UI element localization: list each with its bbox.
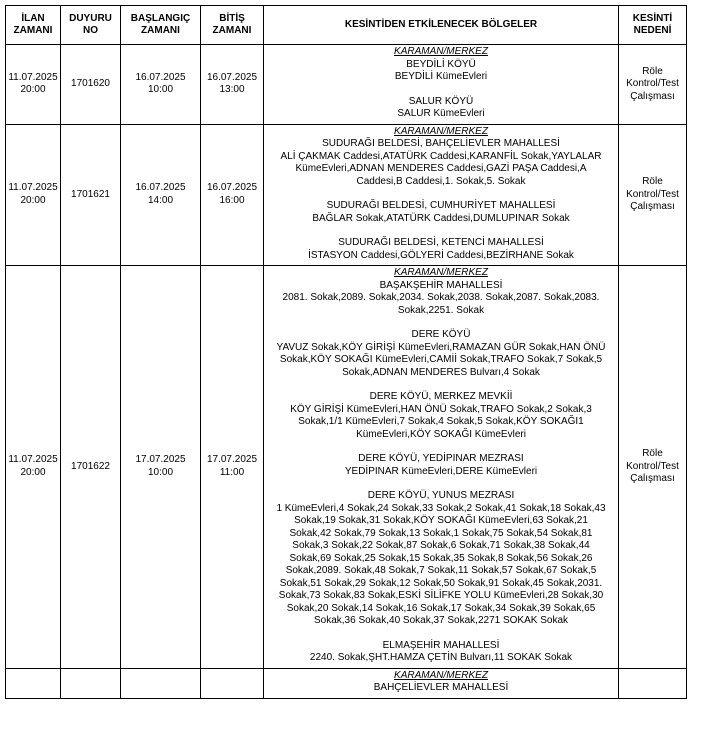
cell-baslangic-zamani <box>121 45 201 125</box>
cell-duyuru-no <box>61 668 121 698</box>
area-line: Sokak,2089. Sokak,48 Sokak,7 Sokak,11 Sokak,57 Sokak,67 Sokak,5 <box>285 565 597 576</box>
bitis-line: 17.07.2025 <box>206 454 258 466</box>
area-block <box>268 682 614 695</box>
area-line: DERE KÖYÜ, YUNUS MEZRASI <box>367 490 515 501</box>
area-line: 2081. Sokak,2089. Sokak,2034. Sokak,2038. Sokak,2087. Sokak,2083. <box>282 292 600 303</box>
area-block <box>268 453 614 478</box>
area-line: BAHÇELİEVLER MAHALLESİ <box>373 682 509 693</box>
ilan-line: 20:00 <box>20 466 46 478</box>
area-line: DERE KÖYÜ <box>411 329 471 340</box>
area-line: Sokak,19 Sokak,31 Sokak,KÖY SOKAĞI KümeEvleri,63 Sokak,21 <box>294 515 588 526</box>
area-block <box>268 237 614 262</box>
cell-baslangic-zamani <box>121 124 201 266</box>
cell-bitis-zamani <box>201 266 264 669</box>
area-block <box>268 391 614 441</box>
cell-kesinti-nedeni <box>619 45 687 125</box>
area-line: SALUR KÖYÜ <box>408 95 474 107</box>
area-line: SUDURAĞI BELDESİ, CUMHURİYET MAHALLESİ <box>326 200 556 211</box>
area-line: İSTASYON Caddesi,GÖLYERİ Caddesi,BEZİRHANE Sokak <box>308 249 574 261</box>
neden-line: Kontrol/Test <box>626 78 679 89</box>
baslangic-line: 10:00 <box>147 466 174 478</box>
area-line: 1 KümeEvleri,4 Sokak,24 Sokak,33 Sokak,2 Sokak,41 Sokak,18 Sokak,43 <box>276 502 606 514</box>
region-name: KARAMAN/MERKEZ <box>394 267 488 278</box>
neden-line: Çalışması <box>630 201 675 212</box>
table-row <box>6 124 687 266</box>
area-line: SUDURAĞI BELDESİ, BAHÇELİEVLER MAHALLESİ <box>322 138 560 149</box>
area-line: Sokak,73 Sokak,83 Sokak,ESKİ SİLİFKE YOLU KümeEvleri,28 Sokak,30 <box>278 590 604 601</box>
cell-ilan-zamani <box>6 45 61 125</box>
outage-table <box>5 5 687 699</box>
table-header <box>6 6 687 45</box>
area-line: BEYDİLİ KümeEvleri <box>394 71 488 82</box>
bitis-line: 16.07.2025 <box>206 71 258 83</box>
area-line: Sokak,36 Sokak,40 Sokak,37 Sokak,2271 SOKAK Sokak <box>313 615 569 626</box>
neden-line: Röle <box>642 65 663 77</box>
area-line: KümeEvleri,ADNAN MENDERES Caddesi,GAZİ PAŞA Caddesi,A <box>295 163 587 174</box>
bitis-line: 16:00 <box>219 194 245 206</box>
area-line: BEYDİLİ KÖYÜ <box>406 58 476 70</box>
bitis-line: 11:00 <box>219 466 245 478</box>
area-line: Sokak,ADNAN MENDERES Bulvarı,4 Sokak <box>342 366 540 378</box>
baslangic-line: 16.07.2025 <box>135 182 186 194</box>
area-line: DERE KÖYÜ, MERKEZ MEVKİİ <box>369 391 513 402</box>
ilan-line: 20:00 <box>20 84 46 96</box>
neden-line: Kontrol/Test <box>626 460 679 472</box>
neden-line: Kontrol/Test <box>626 188 679 200</box>
area-line: SALUR KümeEvleri <box>397 108 485 119</box>
area-line: ALİ ÇAKMAK Caddesi,ATATÜRK Caddesi,KARANFİL Sokak,YAYLALAR <box>280 150 602 162</box>
area-line: Sokak,20 Sokak,14 Sokak,16 Sokak,17 Sokak,34 Sokak,39 Sokak,65 <box>286 602 596 614</box>
table-body <box>6 45 687 699</box>
table-row <box>6 668 687 698</box>
area-line: Sokak,1/1 KümeEvleri,7 Sokak,4 Sokak,5 Sokak,KÖY SOKAĞI1 <box>298 416 584 427</box>
area-line: KümeEvleri,KÖY SOKAĞI KümeEvleri <box>356 428 526 440</box>
cell-kesinti-nedeni <box>619 266 687 669</box>
area-line: Sokak,3 Sokak,22 Sokak,87 Sokak,6 Sokak,71 Sokak,38 Sokak,44 <box>292 540 590 551</box>
area-block <box>268 59 614 84</box>
cell-etkilenecek-bolgeler <box>264 124 619 266</box>
header-etkilenecek-bolgeler: KESİNTİDEN ETKİLENECEK BÖLGELER <box>264 6 619 45</box>
area-line: Sokak,51 Sokak,29 Sokak,12 Sokak,50 Sokak,91 Sokak,45 Sokak,2031. <box>279 577 603 589</box>
cell-duyuru-no: 1701620 <box>61 45 121 125</box>
ilan-line: 20:00 <box>20 194 46 206</box>
cell-bitis-zamani <box>201 124 264 266</box>
region-name: KARAMAN/MERKEZ <box>394 125 488 137</box>
neden-line: Röle <box>642 176 663 187</box>
baslangic-line: 16.07.2025 <box>135 71 186 83</box>
table-row <box>6 45 687 125</box>
header-bitis-zamani: BİTİŞ ZAMANI <box>201 6 264 45</box>
area-line: Caddesi,B Caddesi,1. Sokak,5. Sokak <box>356 175 526 187</box>
area-block <box>268 96 614 121</box>
cell-bitis-zamani <box>201 668 264 698</box>
cell-duyuru-no: 1701622 <box>61 266 121 669</box>
neden-line: Çalışması <box>630 473 675 484</box>
area-block <box>268 640 614 665</box>
area-block <box>268 200 614 225</box>
header-duyuru-no: DUYURU NO <box>61 6 121 45</box>
cell-kesinti-nedeni <box>619 668 687 698</box>
baslangic-line: 14:00 <box>147 194 174 206</box>
region-name: KARAMAN/MERKEZ <box>394 669 488 681</box>
table-row <box>6 266 687 669</box>
area-line: BAĞLAR Sokak,ATATÜRK Caddesi,DUMLUPINAR Sokak <box>312 212 570 224</box>
area-line: 2240. Sokak,ŞHT.HAMZA ÇETİN Bulvarı,11 SOKAK Sokak <box>309 652 573 663</box>
area-line: KÖY GİRİŞİ KümeEvleri,HAN ÖNÜ Sokak,TRAFO Sokak,2 Sokak,3 <box>290 403 592 415</box>
area-line: BAŞAKŞEHİR MAHALLESİ <box>379 279 503 291</box>
area-line: YAVUZ Sokak,KÖY GİRİŞİ KümeEvleri,RAMAZAN GÜR Sokak,HAN ÖNÜ <box>276 341 606 353</box>
cell-ilan-zamani <box>6 266 61 669</box>
cell-etkilenecek-bolgeler <box>264 45 619 125</box>
cell-ilan-zamani <box>6 668 61 698</box>
bitis-line: 16.07.2025 <box>206 182 258 194</box>
cell-kesinti-nedeni <box>619 124 687 266</box>
area-line: SUDURAĞI BELDESİ, KETENCİ MAHALLESİ <box>338 237 544 248</box>
baslangic-line: 10:00 <box>147 84 174 96</box>
header-ilan-zamani: İLAN ZAMANI <box>6 6 61 45</box>
cell-duyuru-no: 1701621 <box>61 124 121 266</box>
area-line: DERE KÖYÜ, YEDİPINAR MEZRASI <box>358 453 524 464</box>
area-block <box>268 280 614 318</box>
baslangic-line: 17.07.2025 <box>135 454 186 466</box>
cell-etkilenecek-bolgeler <box>264 668 619 698</box>
cell-etkilenecek-bolgeler <box>264 266 619 669</box>
region-name: KARAMAN/MERKEZ <box>394 46 488 57</box>
header-kesinti-nedeni: KESİNTİ NEDENİ <box>619 6 687 45</box>
area-line: Sokak,KÖY SOKAĞI KümeEvleri,CAMİİ Sokak,TRAFO Sokak,7 Sokak,5 <box>279 354 603 365</box>
ilan-line: 11.07.2025 <box>8 71 58 83</box>
area-line: Sokak,69 Sokak,25 Sokak,15 Sokak,35 Sokak,8 Sokak,56 Sokak,26 <box>289 552 593 564</box>
header-baslangic-zamani: BAŞLANGIÇ ZAMANI <box>121 6 201 45</box>
area-line: ELMAŞEHİR MAHALLESİ <box>382 639 500 651</box>
area-line: YEDİPINAR KümeEvleri,DERE KümeEvleri <box>344 465 538 477</box>
ilan-line: 11.07.2025 <box>8 454 58 466</box>
neden-line: Çalışması <box>630 90 675 102</box>
bitis-line: 13:00 <box>219 84 245 96</box>
cell-baslangic-zamani <box>121 266 201 669</box>
ilan-line: 11.07.2025 <box>8 182 58 194</box>
area-line: Sokak,2251. Sokak <box>397 304 485 316</box>
cell-bitis-zamani <box>201 45 264 125</box>
area-line: Sokak,42 Sokak,79 Sokak,13 Sokak,1 Sokak,75 Sokak,54 Sokak,81 <box>289 527 593 539</box>
area-block <box>268 138 614 188</box>
cell-baslangic-zamani <box>121 668 201 698</box>
cell-ilan-zamani <box>6 124 61 266</box>
area-block <box>268 329 614 379</box>
area-block <box>268 490 614 628</box>
neden-line: Röle <box>642 448 663 459</box>
